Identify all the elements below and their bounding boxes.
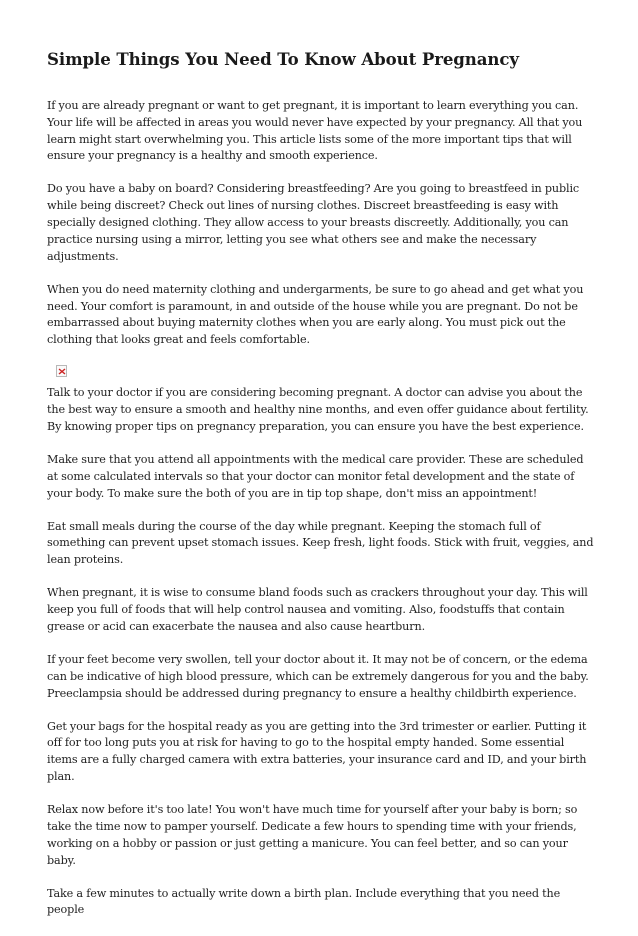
- paragraph-hospital-bags: Get your bags for the hospital ready as you are getting into the 3rd trimester or earlier. Putting it off for too long puts you at risk for having to go to the hospital empty handed. Some essential items are a fully charged camera with extra batteries, your insurance card and ID, and your birth plan.: [47, 719, 587, 784]
- paragraph-relax: Relax now before it's too late! You won't have much time for yourself after your baby is born; so take the time now to pamper yourself. Dedicate a few hours to spending time with your friends, working on a hobby or passion or just getting a manicure. You can feel better, and so can your baby.: [47, 803, 578, 867]
- paragraph-maternity-clothing: When you do need maternity clothing and undergarments, be sure to go ahead and get what you need. Your comfort is paramount, in and outside of the house while you are pregnant. Do not be embarrassed about buying maternity clothes when you are early along. You must pick out the clothing that looks great and feels comfortable.: [47, 282, 584, 347]
- paragraph-intro: If you are already pregnant or want to get pregnant, it is important to learn everything you can. Your life will be affected in areas you would never have expected by your pregnancy. All that you learn might start overwhelming you. This article lists some of the more important tips that will ensure your pregnancy is a healthy and smooth experience.: [47, 99, 583, 163]
- paragraph-small-meals: Eat small meals during the course of the day while pregnant. Keeping the stomach full of something can prevent upset stomach issues. Keep fresh, light foods. Stick with fruit, veggies, and lean proteins.: [47, 519, 594, 567]
- paragraph-talk-to-doctor: Talk to your doctor if you are considering becoming pregnant. A doctor can advise you about the the best way to ensure a smooth and healthy nine months, and even offer guidance about fertility. By knowing proper tips on pregnancy preparation, you can ensure you have the best experience.: [47, 386, 589, 433]
- page-title: Simple Things You Need To Know About Pregnancy: [47, 49, 519, 69]
- paragraph-swollen-feet: If your feet become very swollen, tell your doctor about it. It may not be of concern, or the edema can be indicative of high blood pressure, which can be extremely dangerous for you and the baby. Preeclampsia should be addressed during pregnancy to ensure a healthy childbirth experience.: [47, 653, 589, 700]
- broken-image-icon: [56, 365, 67, 377]
- paragraph-breastfeeding: Do you have a baby on board? Considering breastfeeding? Are you going to breastfeed in public while being discreet? Check out lines of nursing clothes. Discreet breastfeeding is easy with specially designed clothing. They allow access to your breasts discreetly. Additionally, you can practice nursing using a mirror, letting you see what others see and make the necessary adjustments.: [47, 182, 580, 263]
- paragraph-appointments: Make sure that you attend all appointments with the medical care provider. These are scheduled at some calculated intervals so that your doctor can monitor fetal development and the state of your body. To make sure the both of you are in tip top shape, don't miss an appointment!: [47, 452, 584, 500]
- broken-image-x-mark: [58, 368, 66, 375]
- paragraph-birth-plan: Take a few minutes to actually write down a birth plan. Include everything that you need the people: [47, 886, 561, 917]
- paragraph-bland-foods: When pregnant, it is wise to consume bland foods such as crackers throughout your day. This will keep you full of foods that will help control nausea and vomiting. Also, foodstuffs that contain grease or acid can exacerbate the nausea and also cause heartburn.: [47, 586, 588, 633]
- document-page: [47, 48, 595, 936]
